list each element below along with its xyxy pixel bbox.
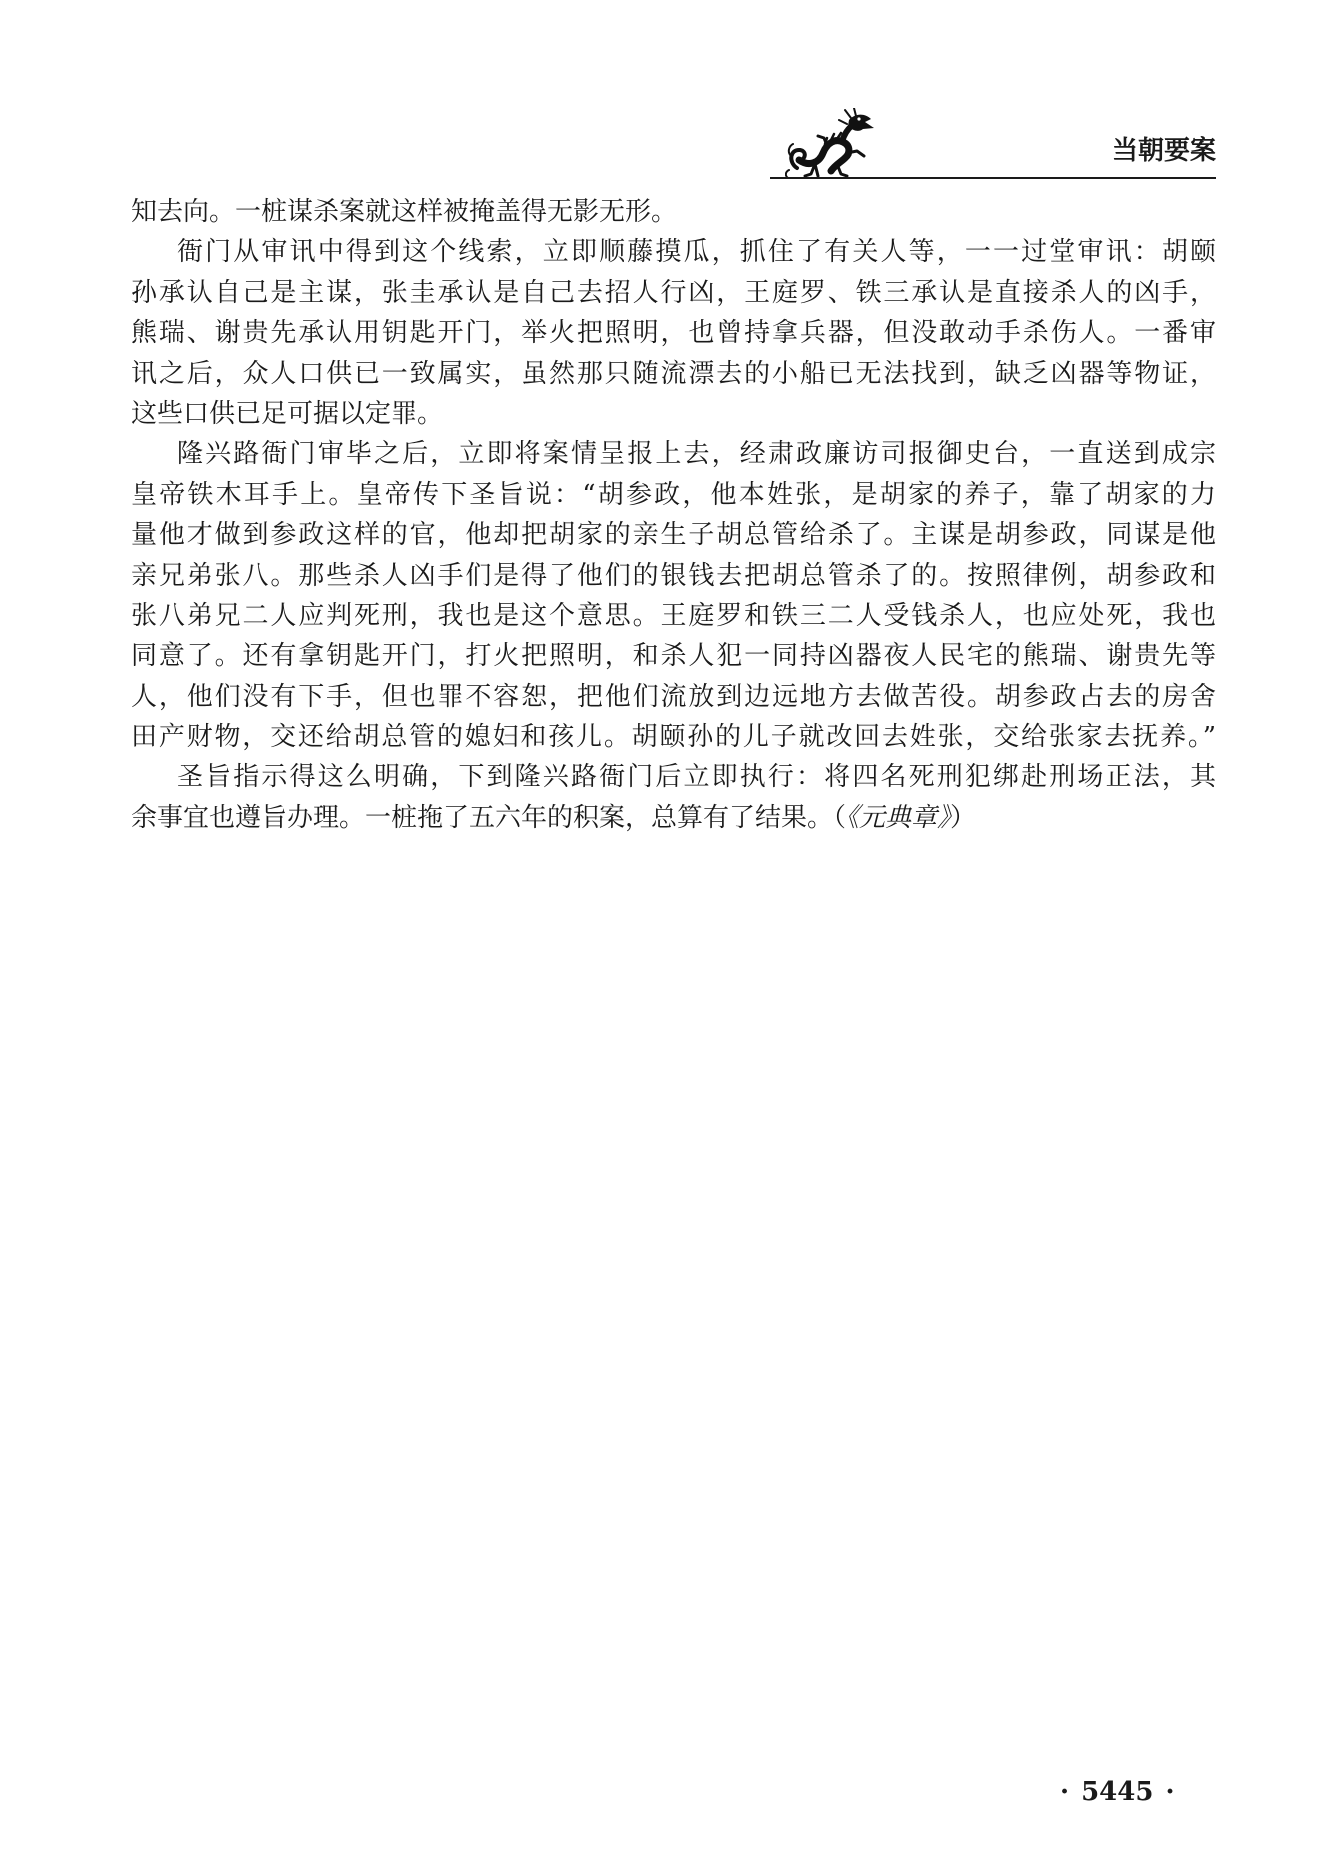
page-number-marker-right: ·	[1165, 1777, 1175, 1807]
page-number: 5445	[1081, 1777, 1154, 1807]
source-title: 《元典章》	[846, 802, 951, 833]
running-head-title: 当朝要案	[1111, 136, 1216, 166]
citation-line-text: 余事宜也遵旨办理。一桩拖了五六年的积案，总算有了结果。（	[131, 802, 847, 833]
body-text	[131, 192, 1216, 838]
paragraph-3	[131, 434, 1216, 757]
text-line: 圣旨指示得这么明确，下到隆兴路衙门后立即执行：将四名死刑犯绑赴刑场正法，其	[177, 762, 1216, 793]
page-number-footer	[1060, 1776, 1200, 1808]
text-line: 亲兄弟张八。那些杀人凶手们是得了他们的银钱去把胡总管杀了的。按照律例，胡参政和	[131, 560, 1216, 591]
text-line: 人，他们没有下手，但也罪不容恕，把他们流放到边远地方去做苦役。胡参政占去的房舍	[131, 681, 1216, 712]
header-rule	[770, 177, 1216, 179]
text-line: 田产财物，交还给胡总管的媳妇和孩儿。胡颐孙的儿子就改回去姓张，交给张家去抚养。”	[131, 722, 1216, 753]
text-line: 张八弟兄二人应判死刑，我也是这个意思。王庭罗和铁三二人受钱杀人，也应处死，我也	[131, 600, 1216, 631]
citation-closing: ）	[950, 802, 977, 833]
text-line: 皇帝铁木耳手上。皇帝传下圣旨说：“胡参政，他本姓张，是胡家的养子，靠了胡家的力	[131, 479, 1216, 510]
text-line: 熊瑞、谢贵先承认用钥匙开门，举火把照明，也曾持拿兵器，但没敢动手杀伤人。一番审	[131, 318, 1216, 349]
text-line: 同意了。还有拿钥匙开门，打火把照明，和杀人犯一同持凶器夜人民宅的熊瑞、谢贵先等	[131, 641, 1216, 672]
text-line: 量他才做到参政这样的官，他却把胡家的亲生子胡总管给杀了。主谋是胡参政，同谋是他	[131, 520, 1216, 551]
paragraph-1	[131, 192, 1216, 232]
paragraph-4	[131, 757, 1216, 838]
text-line: 讯之后，众人口供已一致属实，虽然那只随流漂去的小船已无法找到，缺乏凶器等物证，	[131, 358, 1216, 389]
text-line: 知去向。一桩谋杀案就这样被掩盖得无影无形。	[131, 197, 678, 227]
dragon-emblem-icon	[785, 108, 877, 180]
text-line: 这些口供已足可据以定罪。	[131, 398, 444, 429]
citation-line	[131, 798, 1216, 838]
paragraph-2	[131, 232, 1216, 434]
page-number-marker-left: ·	[1060, 1777, 1070, 1807]
text-line: 衙门从审讯中得到这个线索，立即顺藤摸瓜，抓住了有关人等，一一过堂审讯：胡颐	[177, 237, 1216, 268]
text-line: 隆兴路衙门审毕之后，立即将案情呈报上去，经肃政廉访司报御史台，一直送到成宗	[177, 439, 1216, 470]
text-line: 孙承认自己是主谋，张圭承认是自己去招人行凶，王庭罗、铁三承认是直接杀人的凶手，	[131, 277, 1216, 308]
